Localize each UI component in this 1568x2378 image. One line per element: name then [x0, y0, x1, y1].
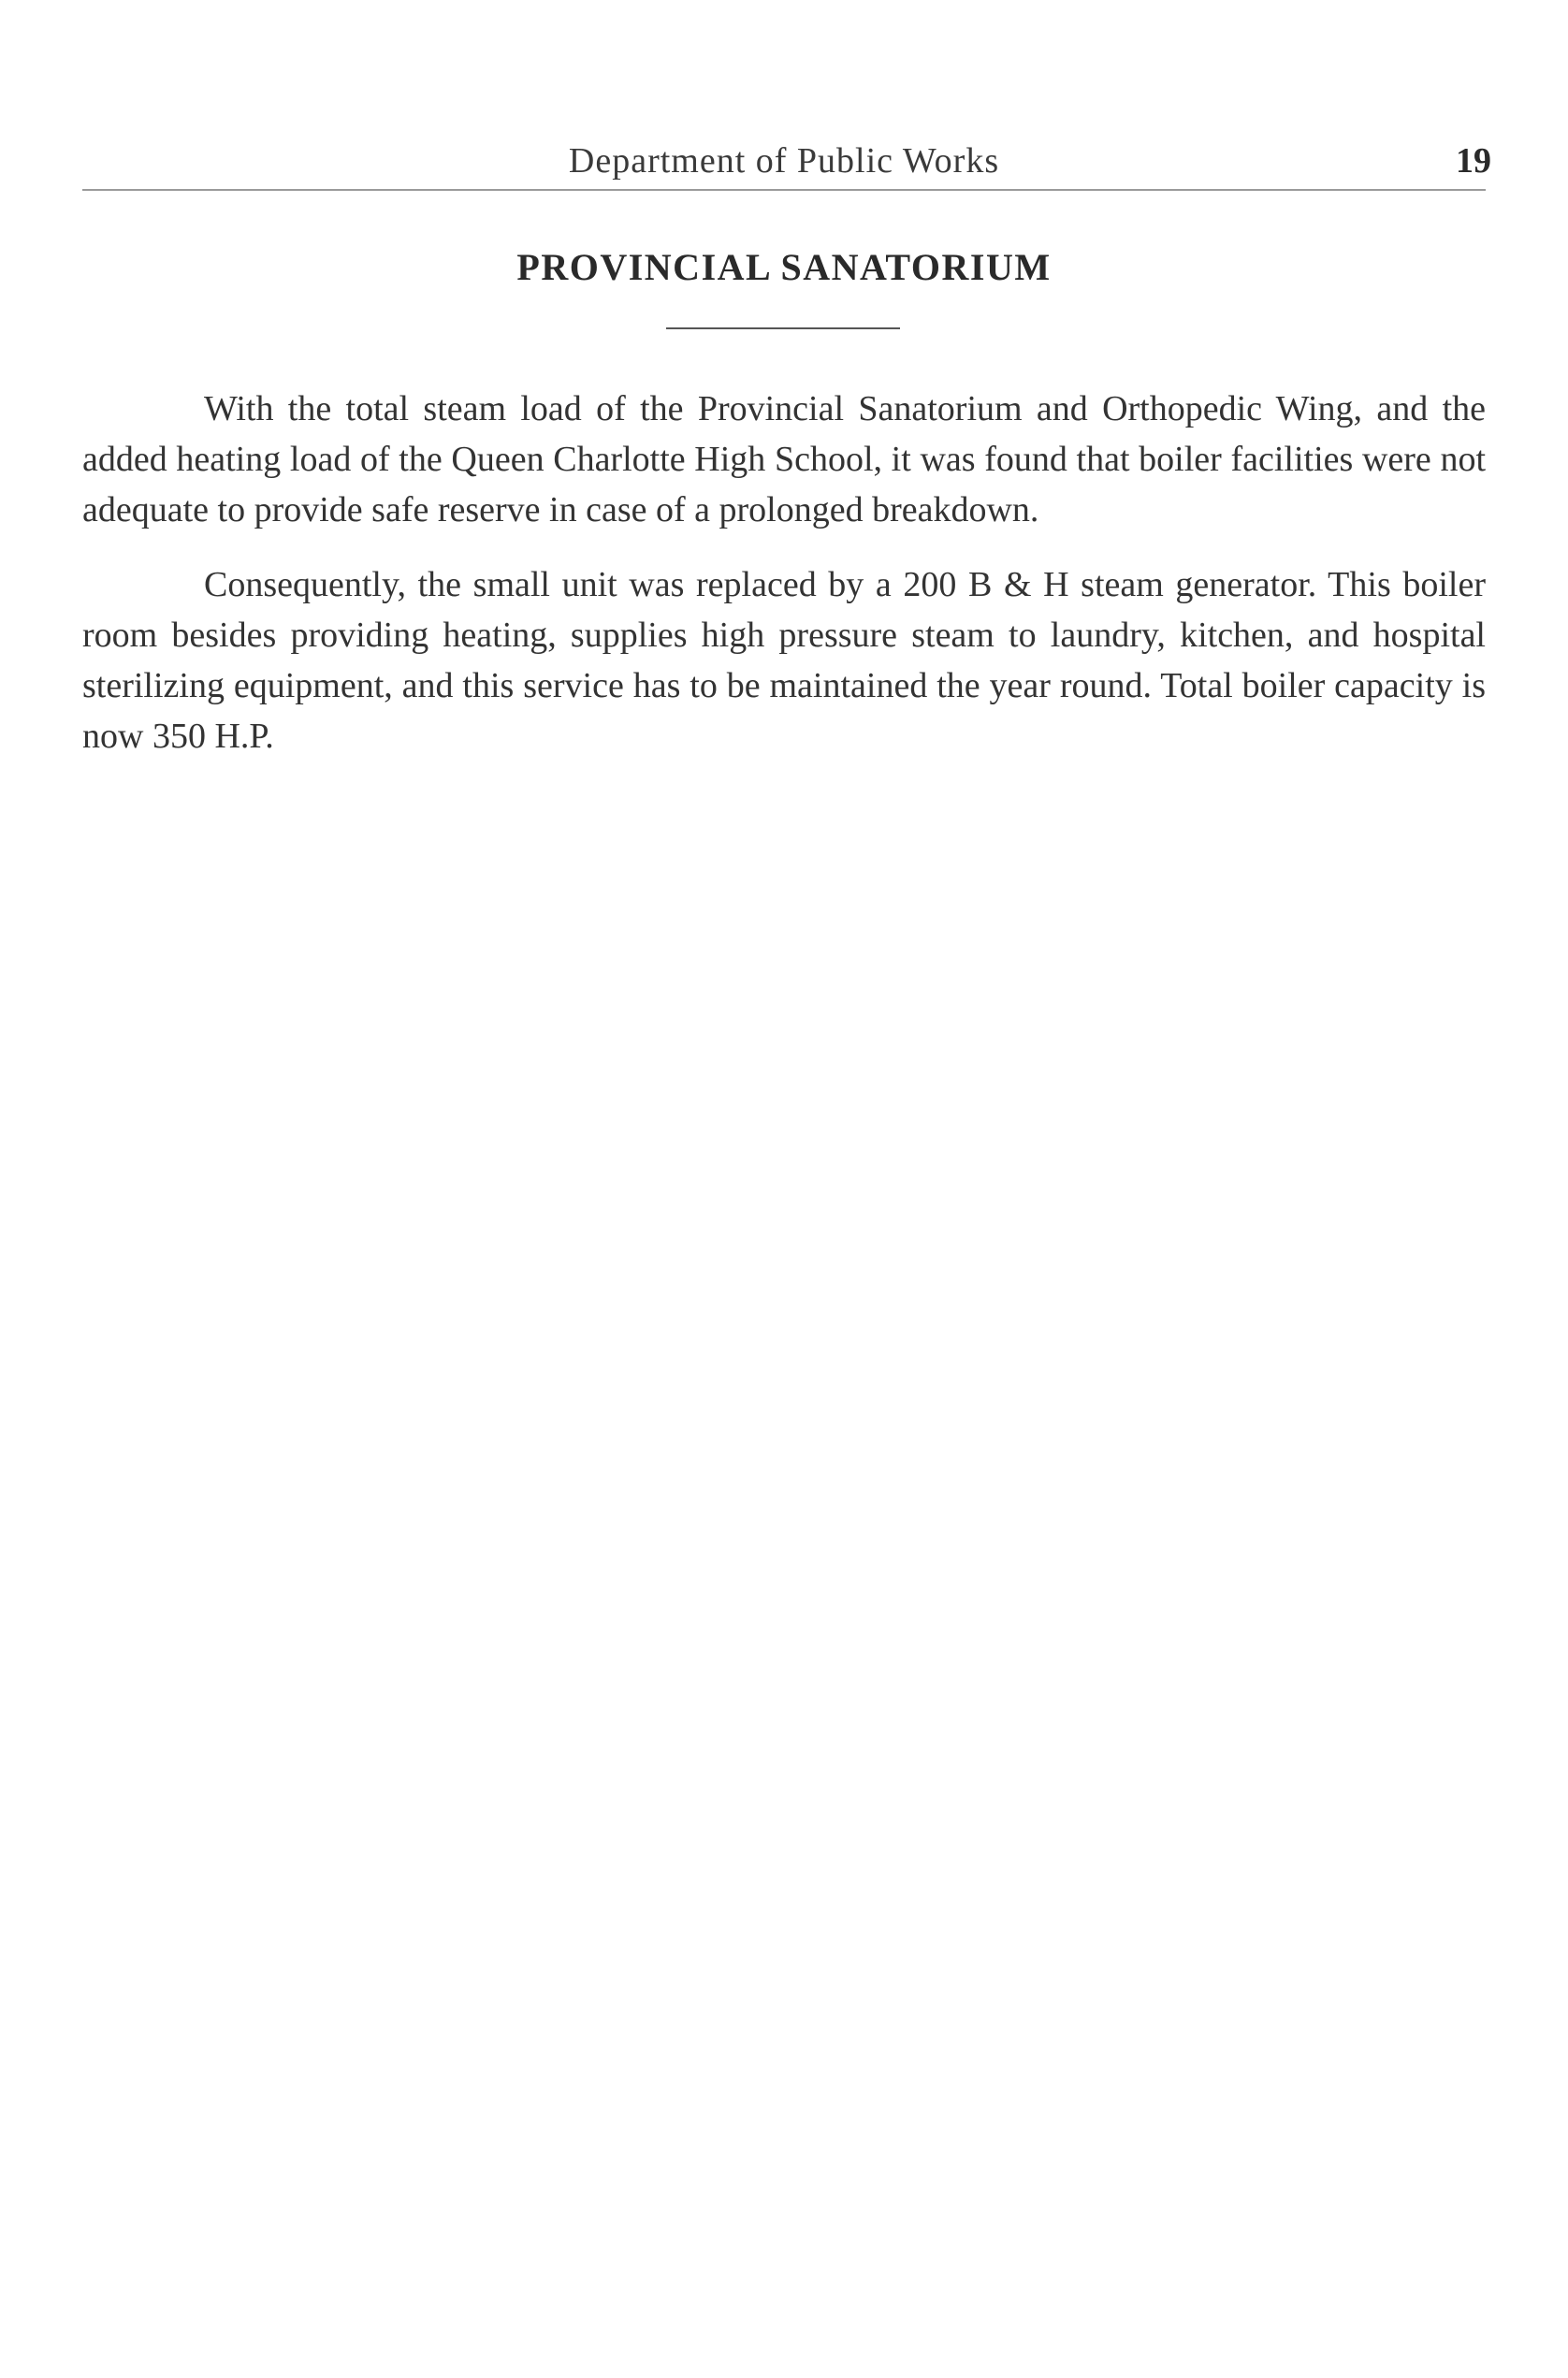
section-title: PROVINCIAL SANATORIUM [516, 246, 1052, 288]
running-title: Department of Public Works [568, 141, 1000, 181]
paragraph: With the total steam load of the Provincial Sanatorium and Orthopedic Wing, and the added heating load of the Queen Charlotte High School, it was found that boiler facilities were not adequate to provide safe reserve in case of a prolonged breakdown. [82, 389, 1486, 529]
header-rule [82, 189, 1486, 191]
page-number: 19 [1456, 141, 1491, 181]
running-header [82, 140, 1491, 196]
paragraph: Consequently, the small unit was replaced by a 200 B & H steam generator. This boiler room besides providing heating, supplies high pressure steam to laundry, kitchen, and hospital sterilizing equipment, and this service has to be maintained the year round. Total boiler capacity is now 350 H.P. [82, 565, 1486, 756]
body-text [82, 384, 1486, 786]
title-underline-rule [666, 327, 900, 329]
